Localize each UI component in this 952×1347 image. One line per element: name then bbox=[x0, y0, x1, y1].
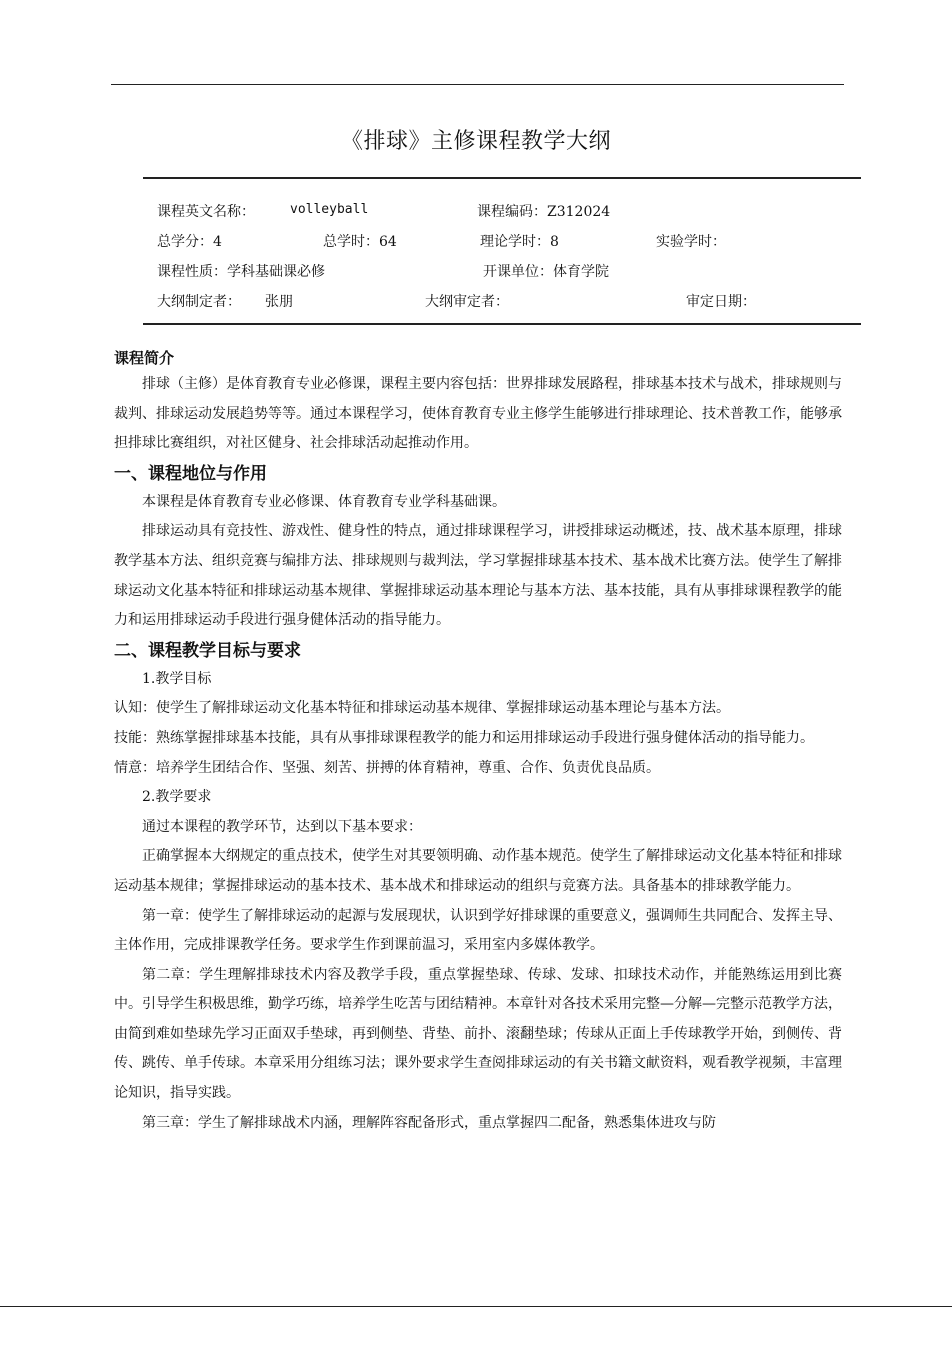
goal-cognition: 认知：使学生了解排球运动文化基本特征和排球运动基本规律、掌握排球运动基本理论与基本方法。 bbox=[114, 700, 730, 717]
section-1-paragraph-1: 本课程是体育教育专业必修课、体育教育专业学科基础课。 bbox=[142, 493, 506, 510]
document-title: 《排球》主修课程教学大纲 bbox=[340, 129, 611, 154]
section-1-heading: 一、课程地位与作用 bbox=[114, 463, 267, 484]
reviewer: 大纲审定者： bbox=[425, 294, 509, 310]
author-name: 张朋 bbox=[265, 294, 293, 310]
theory-hours: 理论学时：8 bbox=[480, 234, 559, 250]
course-code: 课程编码：Z312024 bbox=[477, 204, 611, 220]
header-rule bbox=[111, 84, 844, 85]
document-body bbox=[114, 344, 842, 1138]
info-row-4 bbox=[143, 291, 861, 315]
author-label: 大纲制定者： bbox=[157, 294, 241, 310]
chapter-2-paragraph: 第二章：学生理解排球技术内容及教学手段，重点掌握垫球、传球、发球、扣球技术动作，并能熟练运用到比赛中。引导学生积极思维，勤学巧练，培养学生吃苦与团结精神。本章针对各技术采用完整—分解—完整示范教学方法，由简到难如垫球先学习正面双手垫球，再到侧垫、背垫、前扑、滚翻垫球；传球从正面上手传球教学开始，到侧传、背传、跳传、单手传球。本章采用分组练习法；课外要求学生查阅排球运动的有关书籍文献资料，观看教学视频，丰富理论知识，指导实践。 bbox=[114, 966, 842, 1102]
lab-hours: 实验学时： bbox=[656, 234, 726, 250]
section-2-heading: 二、课程教学目标与要求 bbox=[114, 640, 301, 661]
intro-heading: 课程简介 bbox=[114, 349, 175, 367]
english-name-value: volleyball bbox=[290, 202, 369, 217]
department: 开课单位：体育学院 bbox=[483, 264, 609, 280]
goal-skill: 技能：熟练掌握排球基本技能，具有从事排球课程教学的能力和运用排球运动手段进行强身健体活动的指导能力。 bbox=[114, 729, 814, 746]
section-1-paragraph-2: 排球运动具有竞技性、游戏性、健身性的特点，通过排球课程学习，讲授排球运动概述，技、战术基本原理，排球教学基本方法、组织竞赛与编排方法、排球规则与裁判法，学习掌握排球基本技术、基本战术比赛方法。使学生了解排球运动文化基本特征和排球运动基本规律、掌握排球运动基本理论与基本方法、基本技能，具有从事排球课程教学的能力和运用排球运动手段进行强身健体活动的指导能力。 bbox=[114, 523, 842, 629]
intro-paragraph: 排球（主修）是体育教育专业必修课，课程主要内容包括：世界排球发展路程，排球基本技术与战术，排球规则与裁判、排球运动发展趋势等等。通过本课程学习，使体育教育专业主修学生能够进行排球理论、技术普教工作，能够承担排球比赛组织，对社区健身、社会排球活动起推动作用。 bbox=[114, 376, 842, 452]
course-info-box bbox=[143, 177, 861, 325]
goal-emotion: 情意：培养学生团结合作、坚强、刻苦、拼搏的体育精神，尊重、合作、负责优良品质。 bbox=[114, 759, 660, 776]
total-credits: 总学分：4 bbox=[157, 234, 222, 250]
requirements-paragraph: 正确掌握本大纲规定的重点技术，使学生对其要领明确、动作基本规范。使学生了解排球运动文化基本特征和排球运动基本规律；掌握排球运动的基本技术、基本战术和排球运动的组织与竞赛方法。具备基本的排球教学能力。 bbox=[114, 848, 842, 894]
teaching-requirements-label: 2.教学要求 bbox=[142, 789, 212, 806]
english-name-label: 课程英文名称： bbox=[157, 204, 255, 220]
footer-rule bbox=[0, 1306, 952, 1307]
total-hours: 总学时：64 bbox=[323, 234, 397, 250]
info-row-2 bbox=[143, 231, 861, 255]
chapter-3-paragraph: 第三章：学生了解排球战术内涵，理解阵容配备形式，重点掌握四二配备，熟悉集体进攻与防 bbox=[142, 1114, 716, 1131]
chapter-1-paragraph: 第一章：使学生了解排球运动的起源与发展现状，认识到学好排球课的重要意义，强调师生共同配合、发挥主导、主体作用，完成排课教学任务。要求学生作到课前温习，采用室内多媒体教学。 bbox=[114, 907, 842, 954]
requirements-intro: 通过本课程的教学环节，达到以下基本要求： bbox=[142, 818, 422, 835]
course-nature: 课程性质：学科基础课必修 bbox=[157, 264, 325, 280]
review-date: 审定日期： bbox=[686, 294, 756, 310]
teaching-goals-label: 1.教学目标 bbox=[142, 670, 212, 687]
info-row-1 bbox=[143, 201, 861, 225]
info-row-3 bbox=[143, 261, 861, 285]
